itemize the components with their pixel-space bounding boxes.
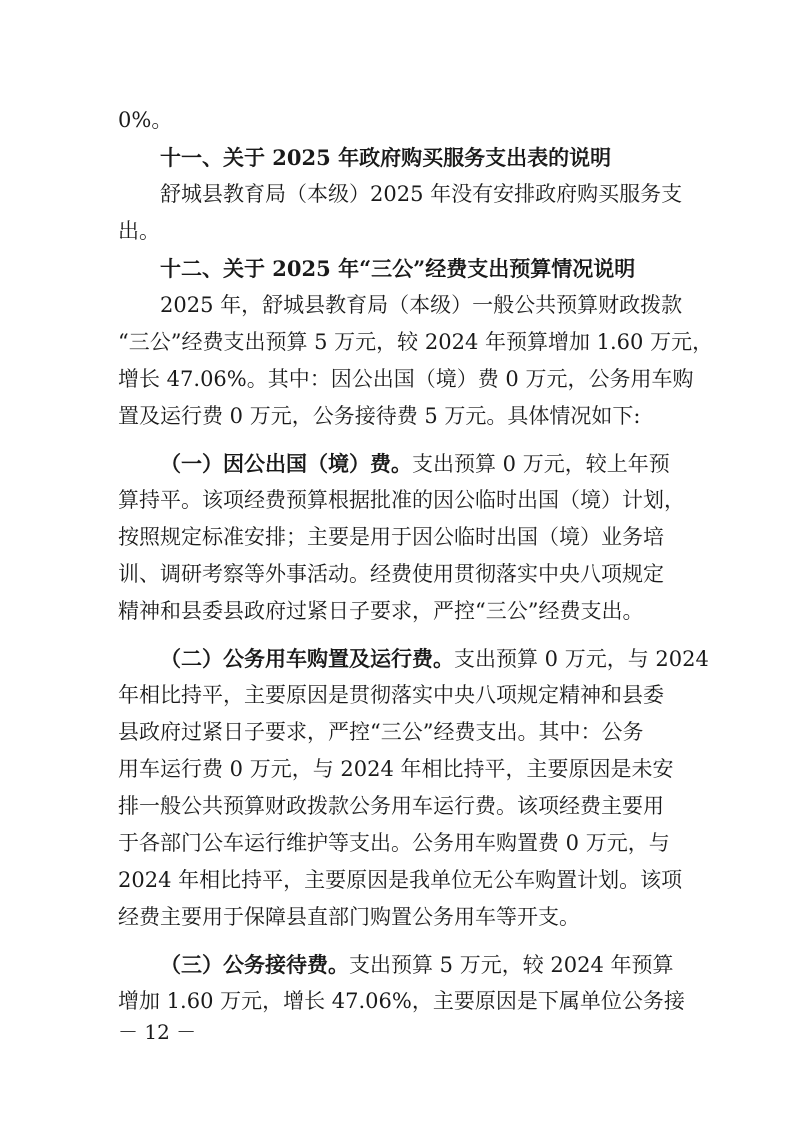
paragraph-line: 按照规定标准安排；主要是用于因公临时出国（境）业务培 [118, 525, 664, 549]
paragraph-line: 训、调研考察等外事活动。经费使用贯彻落实中央八项规定 [118, 562, 664, 586]
paragraph-line: 出。 [118, 219, 160, 243]
paragraph-line: 算持平。该项经费预算根据批准的因公临时出国（境）计划， [118, 488, 685, 512]
paragraph-line [160, 449, 678, 479]
section-heading: 十二、关于 2025 年“三公”经费支出预算情况说明 [160, 256, 636, 281]
subsection-title: （三）公务接待费。 [160, 952, 349, 977]
paragraph-line: 2025 年，舒城县教育局（本级）一般公共预算财政拨款 [160, 293, 683, 317]
paragraph-line: 年相比持平，主要原因是贯彻落实中央八项规定精神和县委 [118, 683, 664, 707]
paragraph-line: 舒城县教育局（本级）2025 年没有安排政府购买服务支 [160, 182, 683, 206]
paragraph-line: 精神和县委县政府过紧日子要求，严控“三公”经费支出。 [118, 599, 644, 623]
paragraph-line [160, 644, 709, 674]
paragraph-line: “三公”经费支出预算 5 万元，较 2024 年预算增加 1.60 万元， [118, 330, 714, 354]
paragraph-line: 置及运行费 0 万元，公务接待费 5 万元。具体情况如下: [118, 404, 641, 428]
paragraph-line [160, 950, 678, 980]
paragraph-text: 支出预算 5 万元，较 2024 年预算 [349, 953, 674, 977]
paragraph-line: 经费主要用于保障县直部门购置公务用车等开支。 [118, 905, 580, 929]
subsection-title: （一）因公出国（境）费。 [160, 451, 412, 476]
section-heading: 十一、关于 2025 年政府购买服务支出表的说明 [160, 145, 612, 170]
paragraph-line: 0%。 [118, 108, 173, 132]
paragraph-text: 支出预算 0 万元，与 2024 [454, 647, 709, 671]
paragraph-line: 增加 1.60 万元，增长 47.06%，主要原因是下属单位公务接 [118, 989, 685, 1013]
subsection-title: （二）公务用车购置及运行费。 [160, 646, 454, 671]
paragraph-line: 排一般公共预算财政拨款公务用车运行费。该项经费主要用 [118, 794, 664, 818]
paragraph-line: 县政府过紧日子要求，严控“三公”经费支出。其中：公务 [118, 720, 644, 744]
paragraph-line: 增长 47.06%。其中：因公出国（境）费 0 万元，公务用车购 [118, 367, 694, 391]
paragraph-line: 用车运行费 0 万元，与 2024 年相比持平，主要原因是未安 [118, 757, 674, 781]
paragraph-line: 2024 年相比持平，主要原因是我单位无公车购置计划。该项 [118, 868, 683, 892]
paragraph-line: 于各部门公车运行维护等支出。公务用车购置费 0 万元，与 [118, 831, 670, 855]
page-number: － 12 － [118, 1020, 197, 1044]
paragraph-text: 支出预算 0 万元，较上年预 [412, 452, 670, 476]
